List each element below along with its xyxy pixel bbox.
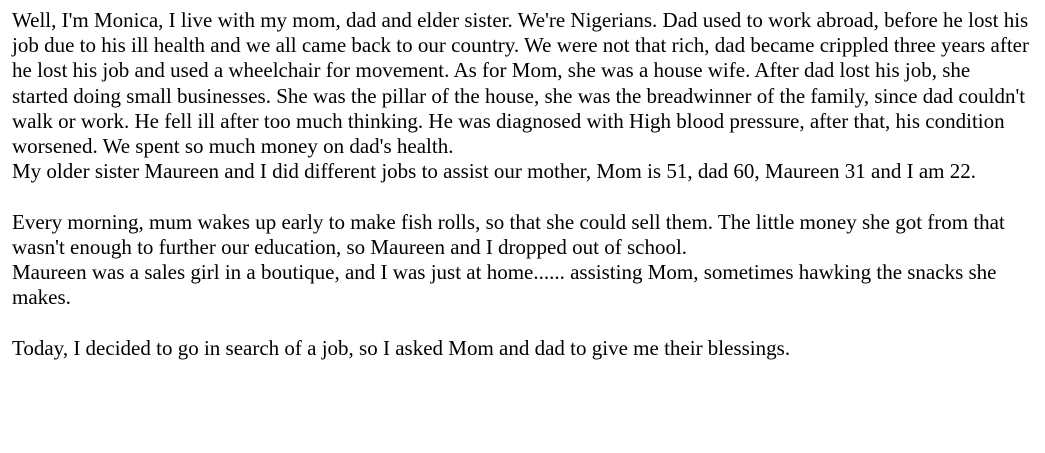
paragraph-morning-routine: Every morning, mum wakes up early to make fish rolls, so that she could sell them. The little money she got from that wasn't enough to further our education, so Maureen and I dropped out of school. [12, 209, 1005, 259]
paragraph-maureen-boutique: Maureen was a sales girl in a boutique, and I was just at home...... assisting Mom, sometimes hawking the snacks she makes. [12, 260, 997, 310]
paragraph-sister-jobs: My older sister Maureen and I did different jobs to assist our mother, Mom is 51, dad 60, Maureen 31 and I am 22. [12, 159, 977, 184]
paragraph-job-search: Today, I decided to go in search of a job, so I asked Mom and dad to give me their blessings. [12, 335, 791, 360]
paragraph-spacer [12, 184, 1031, 209]
paragraph-family-intro: Well, I'm Monica, I live with my mom, dad and elder sister. We're Nigerians. Dad used to work abroad, before he lost his job due to his ill health and we all came back to our country. We were not that rich, dad became crippled three years after he lost his job and used a wheelchair for movement. As for Mom, she was a house wife. After dad lost his job, she started doing small businesses. She was the pillar of the house, she was the breadwinner of the family, since dad couldn't walk or work. He fell ill after too much thinking. He was diagnosed with High blood pressure, after that, his condition worsened. We spent so much money on dad's health. [12, 8, 1029, 159]
paragraph-spacer [12, 310, 1031, 335]
